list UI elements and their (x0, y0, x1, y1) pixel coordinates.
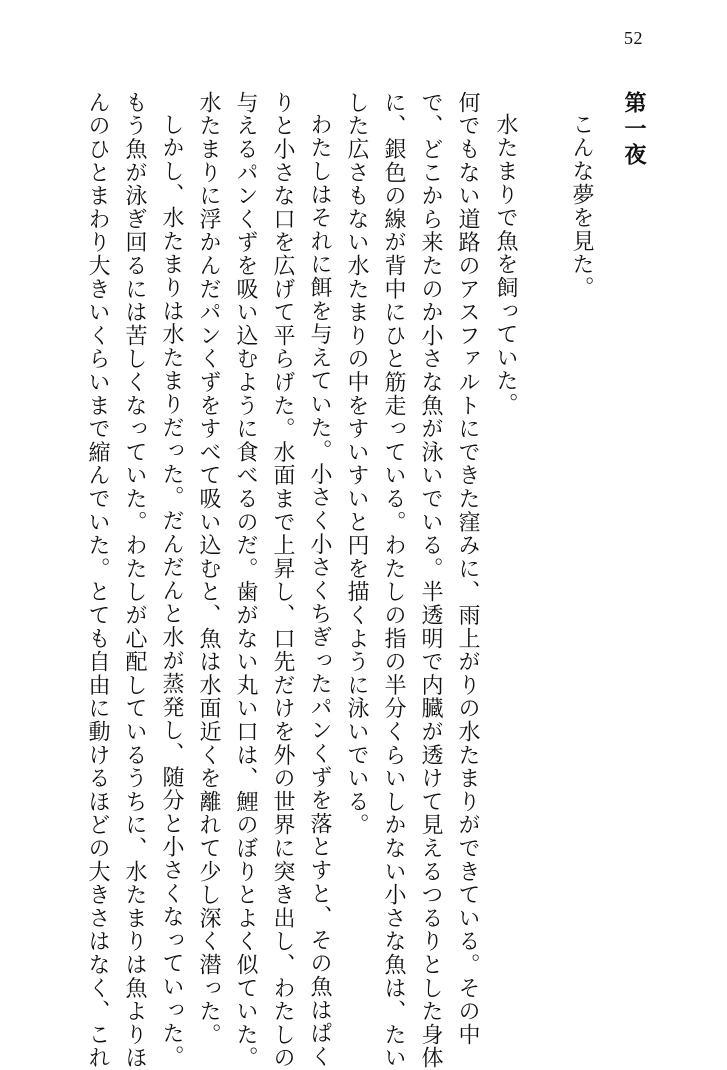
text-line-8: りと小さな口を広げて平らげた。水面まで上昇し、口先だけを外の世界に突き出し、わたしの (270, 91, 295, 1070)
text-line-9: 与えるパンくずを吸い込むように食べるのだ。歯がない丸い口は、鯉のぼりとよく似ていた。 (233, 91, 258, 1070)
chapter-title: 第一夜 (621, 91, 647, 169)
text-line-6: した広さもない水たまりの中をすいすいと円を描くように泳いでいる。 (344, 91, 369, 837)
text-line-5: に、銀色の線が背中にひと筋走っている。わたしの指の半分くらいしかない小さな魚は、たい (381, 91, 406, 1070)
text-line-11: しかし、水たまりは水たまりだった。だんだんと水が蒸発し、随分と小さくなっていった。 (159, 113, 184, 1069)
text-line-4: で、どこから来たのか小さな魚が泳いでいる。半透明で内臓が透けて見えるつるりとした身体 (418, 91, 443, 1070)
text-line-3: 何でもない道路のアスファルトにできた窪みに、雨上がりの水たまりができている。その中 (455, 91, 480, 1047)
text-line-12: もう魚が泳ぎ回るには苦しくなっていた。わたしが心配しているうちに、水たまりは魚よりほ (122, 91, 147, 1070)
text-line-10: 水たまりに浮かんだパンくずをすべて吸い込むと、魚は水面近くを離れて少し深く潜った。 (196, 91, 221, 1047)
text-line-13: んのひとまわり大きいくらいまで縮んでいた。とても自由に動けるほどの大きさはなく、これ (85, 91, 110, 1070)
text-line-2: 水たまりで魚を飼っていた。 (493, 113, 518, 416)
page-number: 52 (624, 28, 643, 48)
text-line-1: こんな夢を見た。 (569, 113, 594, 300)
text-line-7: わたしはそれに餌を与えていた。小さく小さくちぎったパンくずを落とすと、その魚はぱく (307, 113, 332, 1069)
